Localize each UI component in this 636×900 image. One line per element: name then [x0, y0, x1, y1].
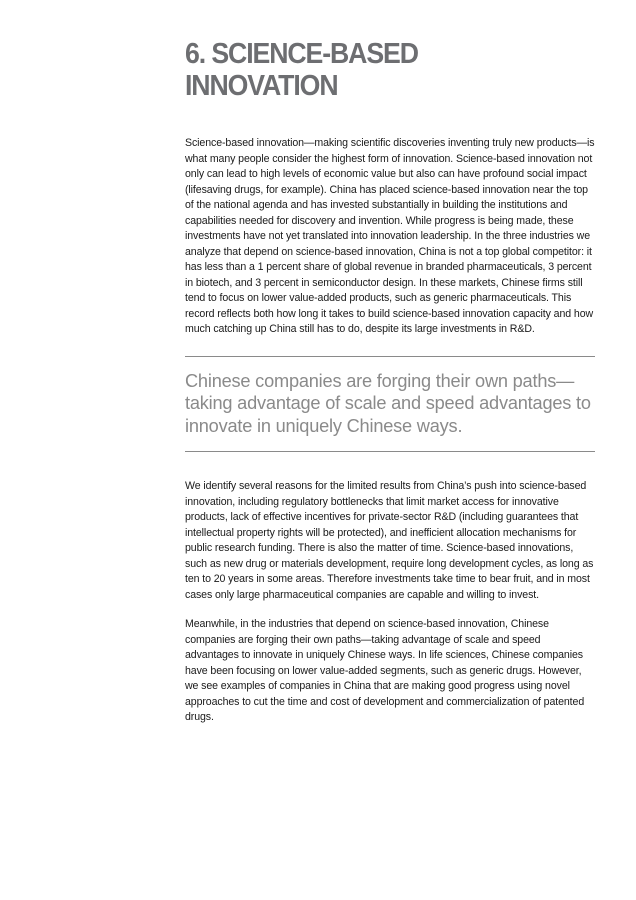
section-heading-line-1: 6. SCIENCE-BASED [185, 38, 418, 70]
body-paragraph-2: We identify several reasons for the limited results from China’s push into science-based innovation, including regulatory bottlenecks that limit market access for innovative products, lack of effective incentives for private-sector R&D (including guarantees that intellectual property rights will be protected), and inefficient allocation mechanisms for public research funding. There is also the matter of time. Science-based innovations, such as new drug or materials development, require long development cycles, as long as ten to 20 years in some areas. Therefore investments take time to bear fruit, and in most cases only large pharmaceutical companies are capable and willing to invest. [185, 480, 594, 601]
pull-quote-text: Chinese companies are forging their own paths—taking advantage of scale and speed advantages to innovate in uniquely Chinese ways. [185, 370, 591, 436]
body-paragraph-1: Science-based innovation—making scientific discoveries inventing truly new products—is what many people consider the highest form of innovation. Science-based innovation not only can lead to high levels of economic value but also can have profound social impact (lifesaving drugs, for example). China has placed science-based innovation near the top of the national agenda and has invested substantially in building the institutions and capabilities needed for discovery and invention. While progress is being made, these investments have not yet translated into innovation leadership. In the three industries we analyze that depend on science-based innovation, China is not a top global competitor: it has less than a 1 percent share of global revenue in branded pharmaceuticals, 3 percent in biotech, and 3 percent in semiconductor design. In these markets, Chinese firms still tend to focus on lower value-added products, such as generic pharmaceuticals. This record reflects both how long it takes to build science-based innovation capacity and how much catching up China still has to do, despite its large investments in R&D. [185, 137, 595, 335]
section-heading-line-2: INNOVATION [185, 70, 338, 102]
section-heading [185, 38, 562, 102]
body-paragraph-3: Meanwhile, in the industries that depend on science-based innovation, Chinese companies are forging their own paths—taking advantage of scale and speed advantages to innovate in uniquely Chinese ways. In life sciences, Chinese companies have been focusing on lower value-added segments, such as generic drugs. However, we see examples of companies in China that are making good progress using novel approaches to cut the time and cost of development and commercialization of patented drugs. [185, 618, 585, 723]
page-content [185, 38, 595, 726]
pull-quote [185, 356, 595, 453]
